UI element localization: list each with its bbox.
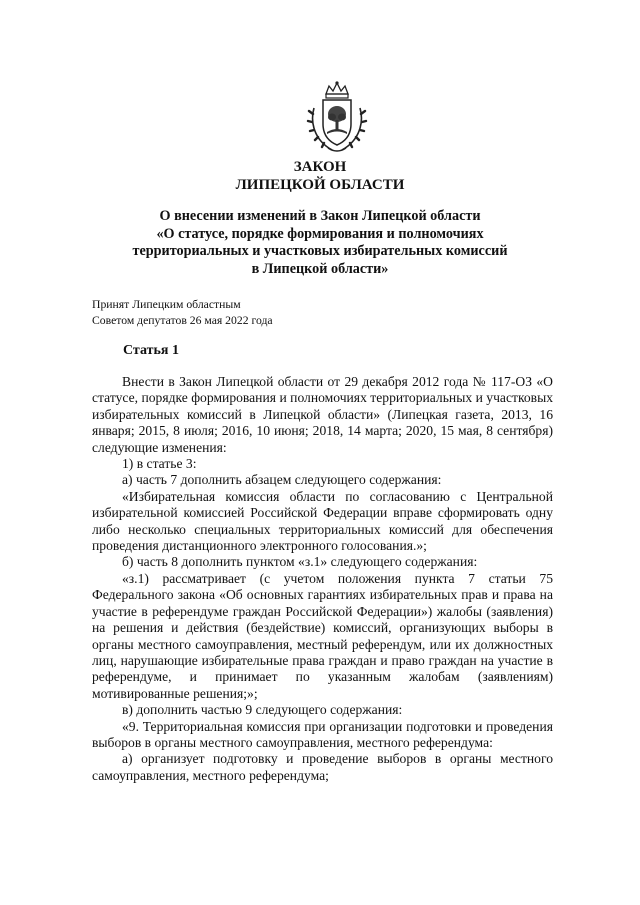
paragraph: в) дополнить частью 9 следующего содержания:: [122, 702, 403, 718]
paragraph: «9. Территориальная комиссия при организации подготовки и проведения выборов в органы местного самоуправления, местного референдума:: [92, 718, 553, 750]
law-subtitle-line-3: территориальных и участковых избирательных комиссий: [132, 243, 508, 259]
paragraph: б) часть 8 дополнить пунктом «з.1» следующего содержания:: [122, 554, 478, 570]
paragraph: а) часть 7 дополнить абзацем следующего содержания:: [122, 472, 442, 488]
adoption-note: [92, 297, 273, 328]
lipetsk-region-emblem-icon: [306, 80, 368, 156]
paragraph: а) организует подготовку и проведение выборов в органы местного самоуправления, местного референдума;: [92, 751, 553, 783]
law-subtitle-line-2: «О статусе, порядке формирования и полномочиях: [156, 225, 484, 242]
paragraph: «з.1) рассматривает (с учетом положения пункта 7 статьи 75 Федерального закона «Об основных гарантиях избирательных прав и права на участие в референдуме граждан Российской Федерации») жалобы (заявления) на решения и действия (бездействие) комиссий, организующих выборы в органы местного самоуправления, местный референдум, или их должностных лиц, нарушающие избирательные права граждан и право граждан на участие в референдуме, и принимает по указанным жалобам (заявлениям) мотивированные решения;»;: [92, 570, 553, 701]
article-body: [92, 374, 553, 784]
paragraph: Внести в Закон Липецкой области от 29 декабря 2012 года № 117-ОЗ «О статусе, порядке формирования и полномочиях территориальных и участковых избирательных комиссий в Липецкой области» (Липецкая газета, 2013, 16 января; 2015, 8 июля; 2016, 10 июня; 2018, 14 марта; 2020, 15 мая, 8 сентября) следующие изменения:: [92, 374, 553, 455]
paragraph: «Избирательная комиссия области по согласованию с Центральной избирательной комиссией Российской Федерации вправе сформировать одну либо несколько специальных территориальных комиссий для обеспечения проведения дистанционного электронного голосования.»;: [92, 488, 553, 554]
law-title-line-1: ЗАКОН: [293, 159, 347, 175]
law-title-line-2: ЛИПЕЦКОЙ ОБЛАСТИ: [235, 177, 405, 193]
law-subtitle-line-1: О внесении изменений в Закон Липецкой области: [159, 208, 481, 224]
adoption-line-1: Принят Липецким областным: [92, 298, 241, 311]
paragraph: 1) в статье 3:: [122, 456, 197, 472]
adoption-line-2: Советом депутатов 26 мая 2022 года: [92, 313, 273, 327]
law-subtitle: [0, 208, 640, 278]
law-title: [0, 158, 640, 194]
law-subtitle-line-4: в Липецкой области»: [251, 260, 389, 277]
article-heading: Статья 1: [123, 343, 179, 358]
